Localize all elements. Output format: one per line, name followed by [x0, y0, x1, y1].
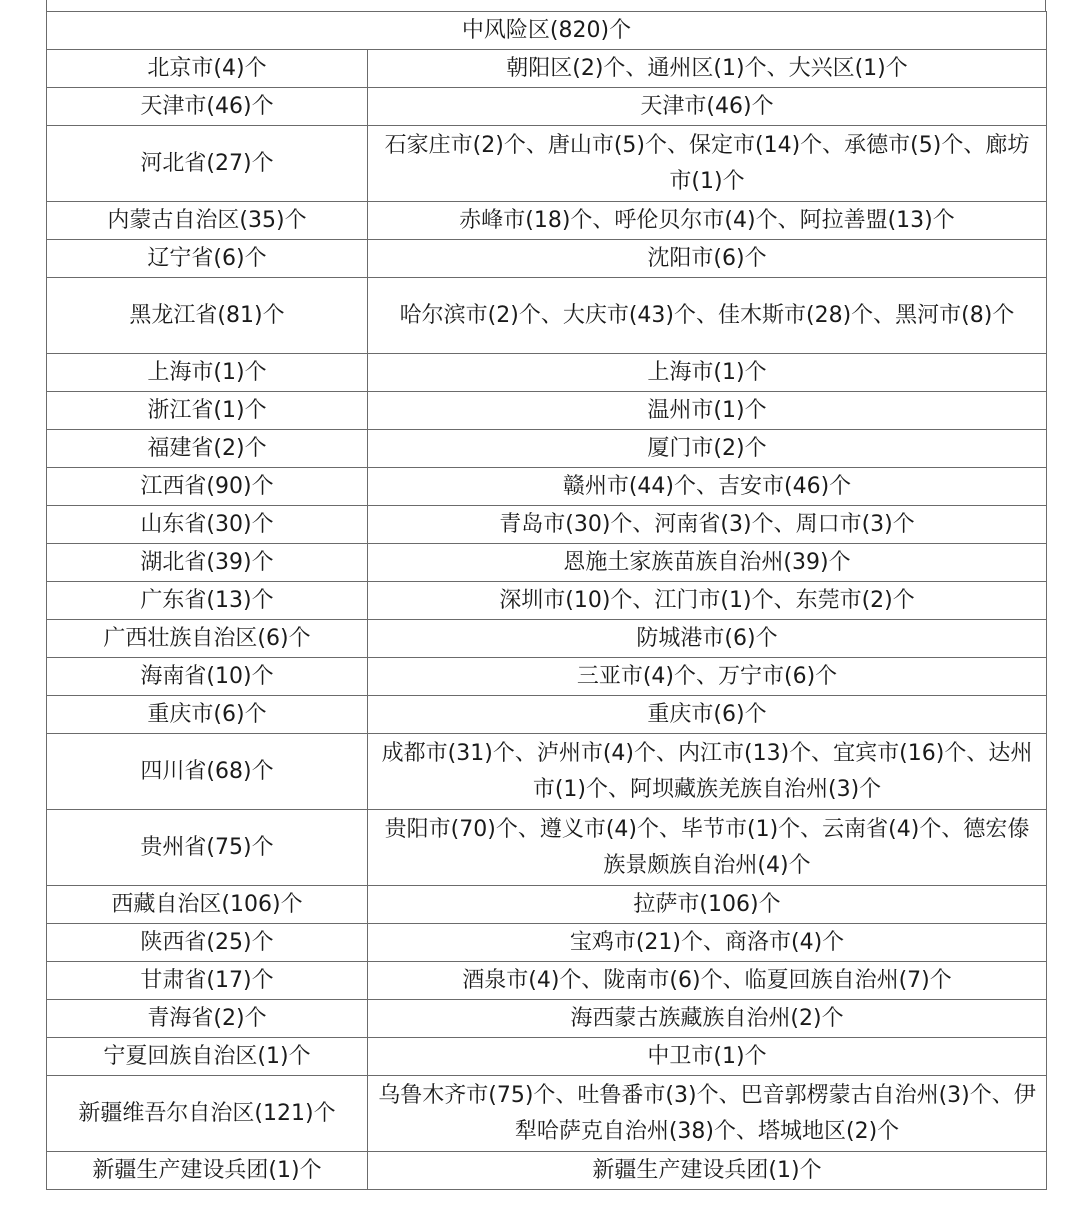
- province-cell: 新疆维吾尔自治区(121)个: [47, 1076, 368, 1152]
- table-row: [47, 696, 1047, 734]
- table-row: [47, 1000, 1047, 1038]
- table-row: [47, 582, 1047, 620]
- medium-risk-area-table: [46, 11, 1047, 1190]
- province-cell: 江西省(90)个: [47, 468, 368, 506]
- table-row: [47, 544, 1047, 582]
- areas-cell: 赣州市(44)个、吉安市(46)个: [368, 468, 1047, 506]
- table-row: [47, 506, 1047, 544]
- province-cell: 河北省(27)个: [47, 126, 368, 202]
- areas-cell: 乌鲁木齐市(75)个、吐鲁番市(3)个、巴音郭楞蒙古自治州(3)个、伊犁哈萨克自治州(38)个、塔城地区(2)个: [368, 1076, 1047, 1152]
- table-body: [47, 12, 1047, 1190]
- province-cell: 辽宁省(6)个: [47, 240, 368, 278]
- table-row: [47, 50, 1047, 88]
- table-row: [47, 468, 1047, 506]
- areas-cell: 宝鸡市(21)个、商洛市(4)个: [368, 924, 1047, 962]
- province-cell: 重庆市(6)个: [47, 696, 368, 734]
- areas-cell: 哈尔滨市(2)个、大庆市(43)个、佳木斯市(28)个、黑河市(8)个: [368, 278, 1047, 354]
- table-row: [47, 810, 1047, 886]
- table-row: [47, 658, 1047, 696]
- table-row: [47, 392, 1047, 430]
- areas-cell: 恩施土家族苗族自治州(39)个: [368, 544, 1047, 582]
- table-row: [47, 962, 1047, 1000]
- areas-cell: 上海市(1)个: [368, 354, 1047, 392]
- table-title: 中风险区(820)个: [47, 12, 1047, 50]
- province-cell: 内蒙古自治区(35)个: [47, 202, 368, 240]
- table-row: [47, 1076, 1047, 1152]
- table-row: [47, 734, 1047, 810]
- province-cell: 贵州省(75)个: [47, 810, 368, 886]
- province-cell: 湖北省(39)个: [47, 544, 368, 582]
- province-cell: 青海省(2)个: [47, 1000, 368, 1038]
- areas-cell: 青岛市(30)个、河南省(3)个、周口市(3)个: [368, 506, 1047, 544]
- table-row: [47, 430, 1047, 468]
- areas-cell: 温州市(1)个: [368, 392, 1047, 430]
- table-row: [47, 1152, 1047, 1190]
- areas-cell: 天津市(46)个: [368, 88, 1047, 126]
- areas-cell: 防城港市(6)个: [368, 620, 1047, 658]
- province-cell: 宁夏回族自治区(1)个: [47, 1038, 368, 1076]
- table-row: [47, 886, 1047, 924]
- province-cell: 广东省(13)个: [47, 582, 368, 620]
- province-cell: 北京市(4)个: [47, 50, 368, 88]
- areas-cell: 石家庄市(2)个、唐山市(5)个、保定市(14)个、承德市(5)个、廊坊市(1)个: [368, 126, 1047, 202]
- province-cell: 西藏自治区(106)个: [47, 886, 368, 924]
- table-header-row: [47, 12, 1047, 50]
- areas-cell: 沈阳市(6)个: [368, 240, 1047, 278]
- province-cell: 甘肃省(17)个: [47, 962, 368, 1000]
- areas-cell: 厦门市(2)个: [368, 430, 1047, 468]
- areas-cell: 三亚市(4)个、万宁市(6)个: [368, 658, 1047, 696]
- province-cell: 黑龙江省(81)个: [47, 278, 368, 354]
- table-row: [47, 240, 1047, 278]
- province-cell: 山东省(30)个: [47, 506, 368, 544]
- areas-cell: 海西蒙古族藏族自治州(2)个: [368, 1000, 1047, 1038]
- areas-cell: 酒泉市(4)个、陇南市(6)个、临夏回族自治州(7)个: [368, 962, 1047, 1000]
- areas-cell: 深圳市(10)个、江门市(1)个、东莞市(2)个: [368, 582, 1047, 620]
- province-cell: 广西壮族自治区(6)个: [47, 620, 368, 658]
- province-cell: 上海市(1)个: [47, 354, 368, 392]
- table-row: [47, 126, 1047, 202]
- table-row: [47, 88, 1047, 126]
- areas-cell: 朝阳区(2)个、通州区(1)个、大兴区(1)个: [368, 50, 1047, 88]
- province-cell: 新疆生产建设兵团(1)个: [47, 1152, 368, 1190]
- province-cell: 陕西省(25)个: [47, 924, 368, 962]
- table-row: [47, 354, 1047, 392]
- areas-cell: 成都市(31)个、泸州市(4)个、内江市(13)个、宜宾市(16)个、达州市(1)个、阿坝藏族羌族自治州(3)个: [368, 734, 1047, 810]
- province-cell: 海南省(10)个: [47, 658, 368, 696]
- province-cell: 天津市(46)个: [47, 88, 368, 126]
- areas-cell: 赤峰市(18)个、呼伦贝尔市(4)个、阿拉善盟(13)个: [368, 202, 1047, 240]
- table-row: [47, 924, 1047, 962]
- province-cell: 四川省(68)个: [47, 734, 368, 810]
- province-cell: 福建省(2)个: [47, 430, 368, 468]
- province-cell: 浙江省(1)个: [47, 392, 368, 430]
- areas-cell: 拉萨市(106)个: [368, 886, 1047, 924]
- areas-cell: 新疆生产建设兵团(1)个: [368, 1152, 1047, 1190]
- areas-cell: 贵阳市(70)个、遵义市(4)个、毕节市(1)个、云南省(4)个、德宏傣族景颇族自治州(4)个: [368, 810, 1047, 886]
- table-row: [47, 202, 1047, 240]
- areas-cell: 重庆市(6)个: [368, 696, 1047, 734]
- areas-cell: 中卫市(1)个: [368, 1038, 1047, 1076]
- table-row: [47, 278, 1047, 354]
- table-row: [47, 1038, 1047, 1076]
- table-row: [47, 620, 1047, 658]
